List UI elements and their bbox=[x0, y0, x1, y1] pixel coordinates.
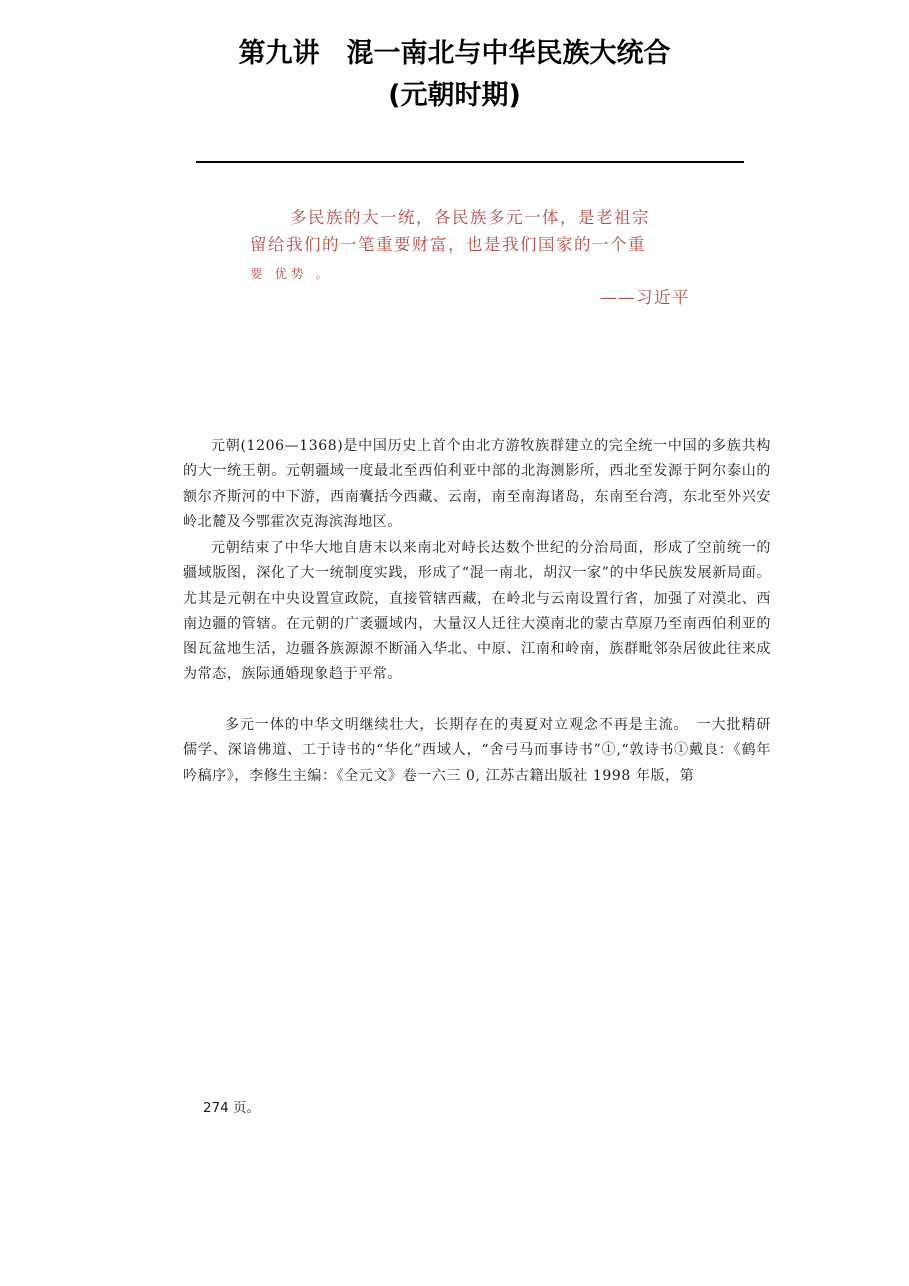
body-paragraph: 多元一体的中华文明继续壮大，长期存在的夷夏对立观念不再是主流。 一大批精研儒学、深谙佛道、工于诗书的“华化”西域人，“舍弓马而事诗书”①,“敦诗书①戴良：《鹤年吟稿序》，李修生主编：《全元文》卷一六三 0, 江苏古籍出版社 1998 年版，第 bbox=[183, 717, 771, 784]
epigraph-line: 要 优势 。 bbox=[250, 266, 332, 281]
title-divider bbox=[196, 161, 744, 163]
epigraph-attribution: ——习近平 bbox=[600, 288, 690, 307]
epigraph-line: 多民族的大一统，各民族多元一体，是老祖宗 bbox=[290, 208, 650, 227]
footnote-continuation: 274 页。 bbox=[203, 1100, 261, 1116]
epigraph-line: 留给我们的一笔重要财富，也是我们国家的一个重 bbox=[250, 235, 646, 254]
page-title: 第九讲 混一南北与中华民族大统合 bbox=[238, 38, 671, 69]
page-subtitle: (元朝时期) bbox=[388, 80, 521, 111]
body-paragraph: 元朝结束了中华大地自唐末以来南北对峙长达数个世纪的分治局面，形成了空前统一的疆域版图，深化了大一统制度实践，形成了“混一南北，胡汉一家”的中华民族发展新局面。尤其是元朝在中央设置宣政院，直接管辖西藏，在岭北与云南设置行省，加强了对漠北、西南边疆的管辖。在元朝的广袤疆域内，大量汉人迁往大漠南北的蒙古草原乃至南西伯利亚的图瓦盆地生活，边疆各族源源不断涌入华北、中原、江南和岭南，族群毗邻杂居彼此往来成为常态，族际通婚现象趋于平常。 bbox=[183, 540, 771, 683]
body-paragraph: 元朝(1206—1368)是中国历史上首个由北方游牧族群建立的完全统一中国的多族共构的大一统王朝。元朝疆域一度最北至西伯利亚中部的北海测影所，西北至发源于阿尔泰山的额尔齐斯河的中下游，西南囊括今西藏、云南，南至南海诸岛，东南至台湾，东北至外兴安岭北麓及今鄂霍次克海滨海地区。 bbox=[183, 438, 771, 530]
